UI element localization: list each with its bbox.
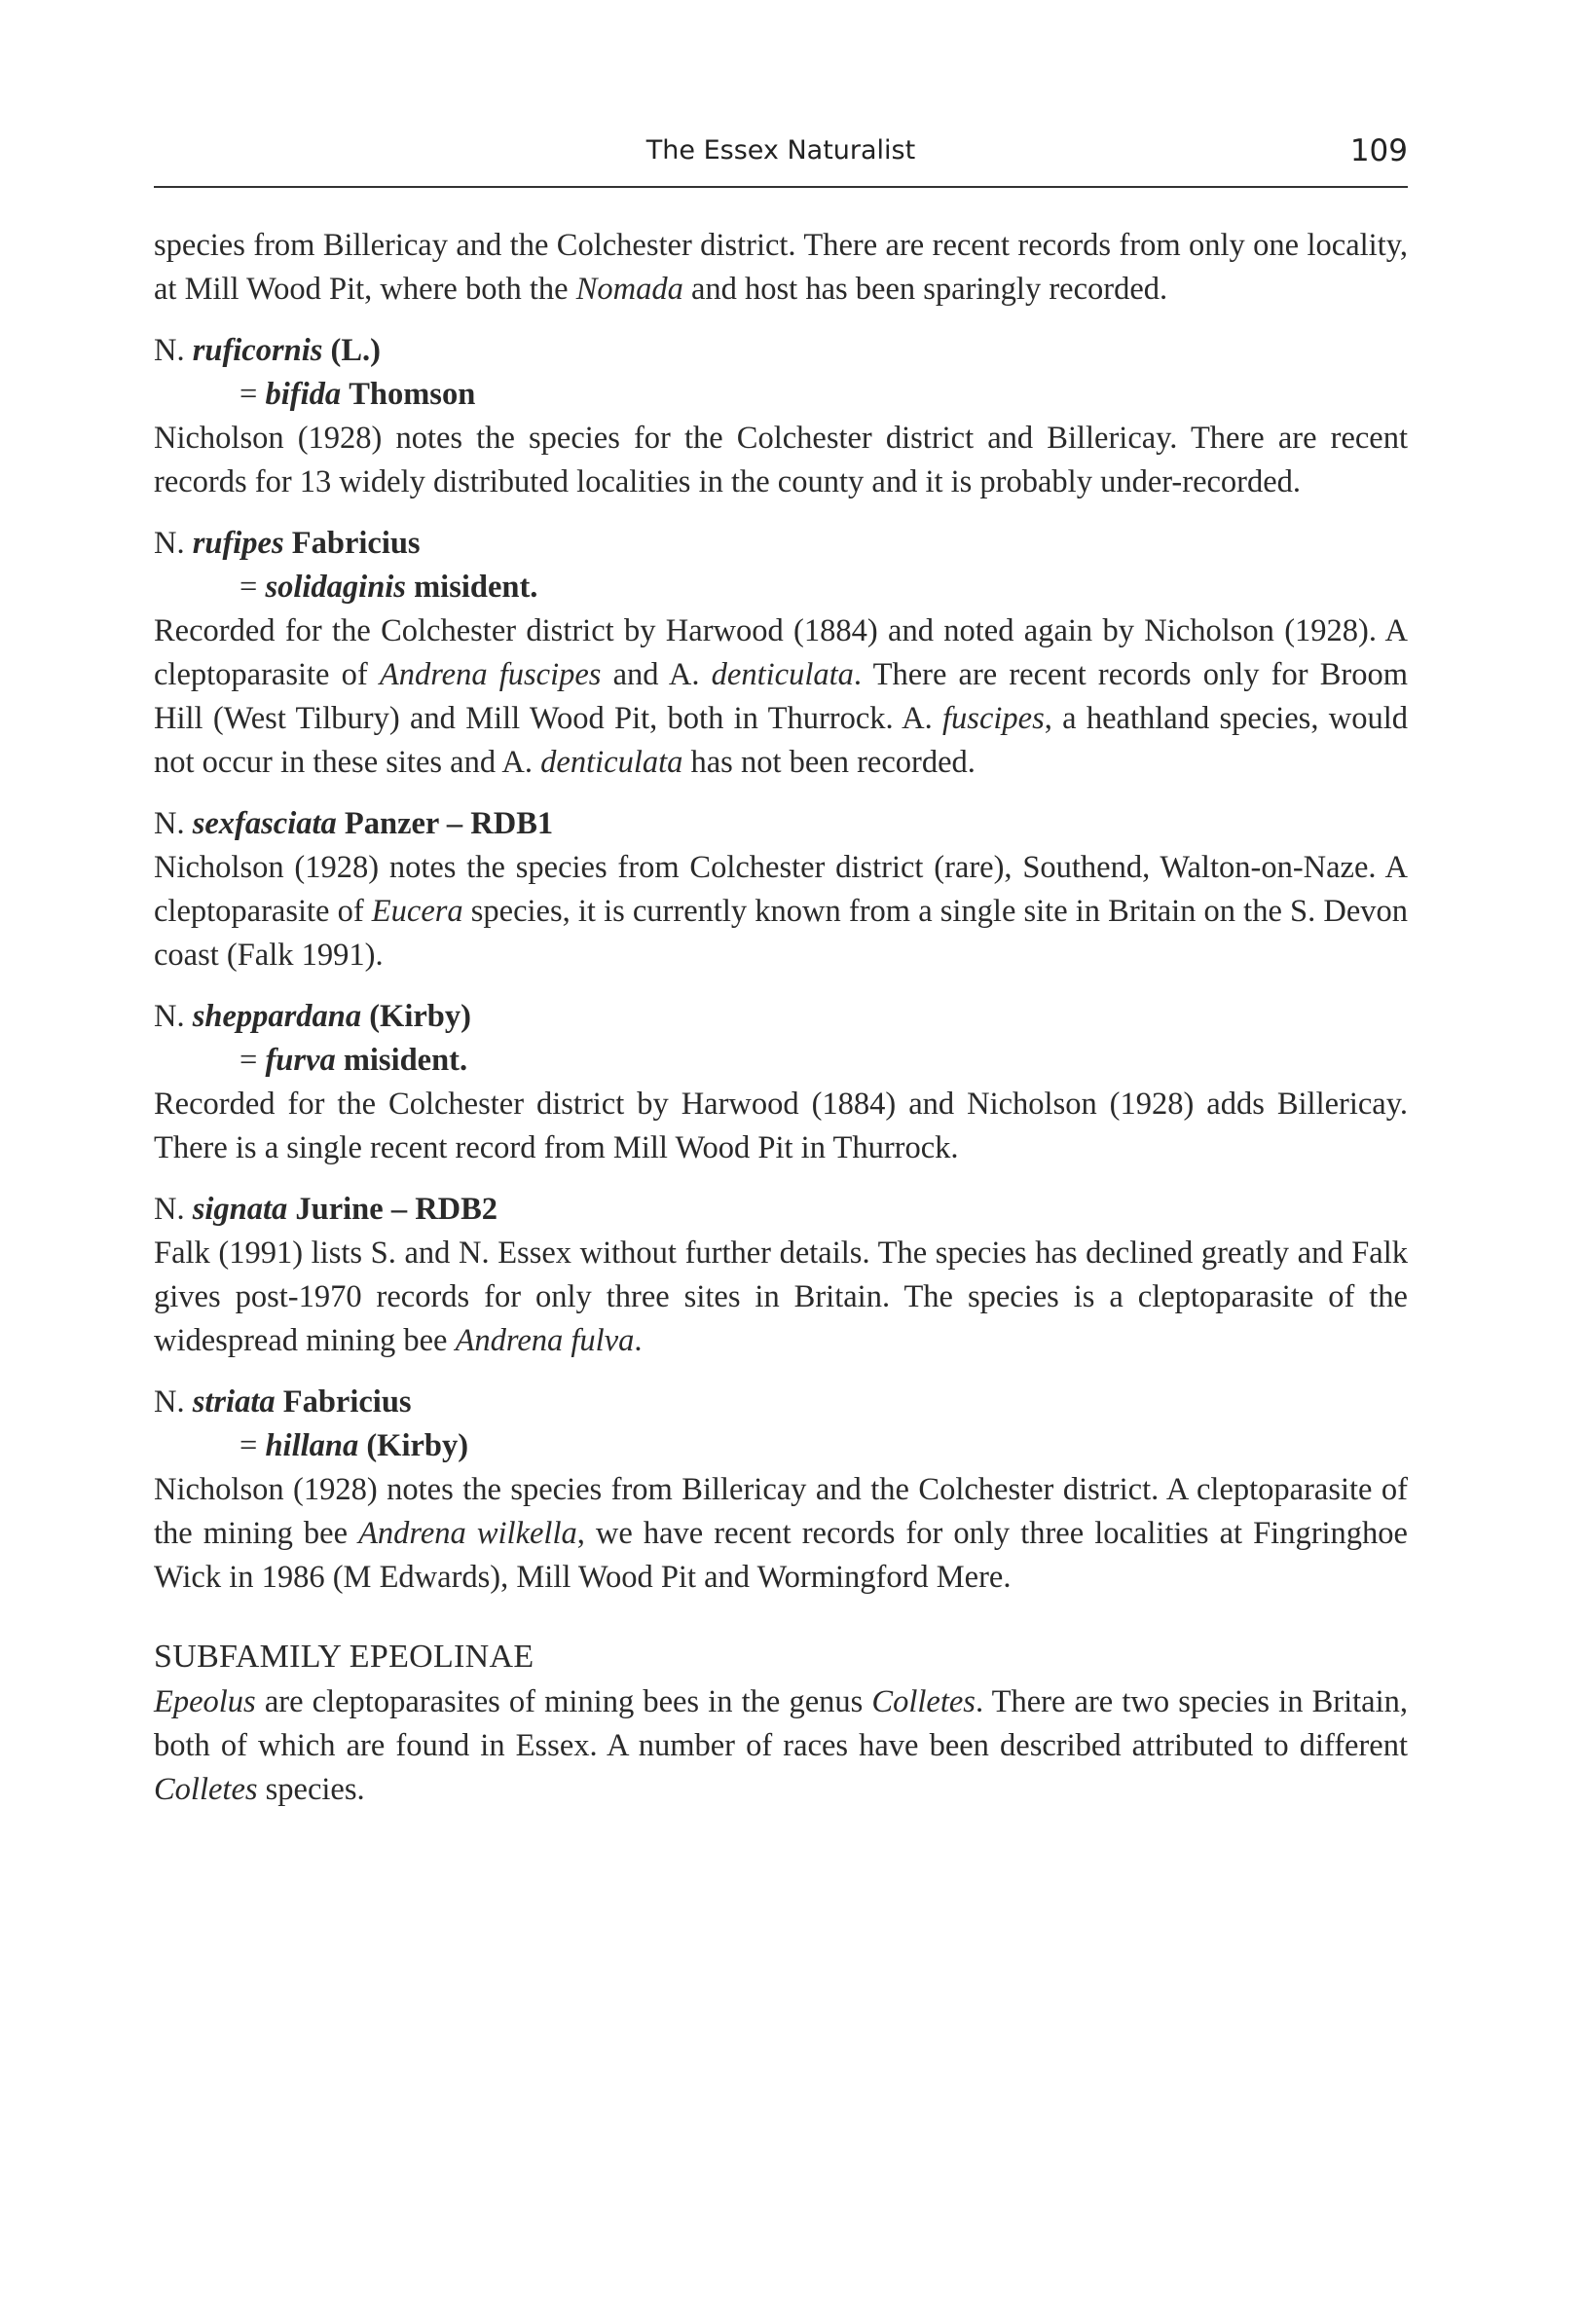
italic-run: Epeolus bbox=[154, 1684, 256, 1719]
species-paragraph bbox=[154, 1468, 1408, 1600]
text-run: Recorded for the Colchester district by Harwood (1884) and Nicholson (1928) adds Billericay. There is a single recent record from Mill Wood Pit in Thurrock. bbox=[154, 1087, 1408, 1165]
synonym-author: misident. bbox=[414, 570, 538, 605]
italic-run: denticulata bbox=[711, 657, 854, 692]
italic-run: Andrena wilkella bbox=[358, 1516, 577, 1551]
synonym-prefix: = bbox=[239, 1428, 266, 1463]
section-heading: SUBFAMILY EPEOLINAE bbox=[154, 1639, 534, 1675]
species-entry-ruficornis bbox=[154, 329, 1408, 504]
intro-paragraph bbox=[154, 224, 1408, 312]
text-run: Nicholson (1928) notes the species for the Colchester district and Billericay. There are recent records for 13 widely distributed localities in the county and it is probably under-recorded. bbox=[154, 421, 1408, 499]
species-heading bbox=[154, 802, 1408, 846]
species-heading bbox=[154, 522, 1408, 566]
text-run: Falk (1991) lists S. and N. Essex without further details. The species has declined greatly and Falk gives post-1970 records for only three sites in Britain. The species is a cleptoparasite of the widespread mining bee bbox=[154, 1236, 1408, 1358]
species-paragraph bbox=[154, 1083, 1408, 1170]
species-paragraph bbox=[154, 846, 1408, 978]
synonym-line bbox=[154, 1424, 1408, 1468]
synonym-epithet: solidaginis bbox=[265, 570, 406, 605]
text-run: . bbox=[634, 1323, 643, 1358]
synonym-line bbox=[154, 373, 1408, 417]
text-run: Nicholson (1928) notes the species from Colchester district (rare), Southend, Walton-on-Naze. A cleptoparasite of bbox=[154, 850, 1408, 929]
conservation-status: – RDB1 bbox=[438, 806, 554, 841]
text-run: species. bbox=[257, 1772, 365, 1807]
section-paragraph bbox=[154, 1680, 1408, 1812]
species-author: (L.) bbox=[330, 333, 381, 368]
synonym-author: misident. bbox=[343, 1043, 468, 1078]
text-run: species, it is currently known from a single site in Britain on the S. Devon coast (Falk 1991). bbox=[154, 894, 1408, 973]
text-run: , we have recent records for only three localities at Fingringhoe Wick in 1986 (M Edwards), Mill Wood Pit and Wormingford Mere. bbox=[154, 1516, 1408, 1595]
species-epithet: ruficornis bbox=[192, 333, 323, 368]
synonym-line bbox=[154, 1039, 1408, 1083]
species-paragraph bbox=[154, 417, 1408, 504]
genus-abbrev: N. bbox=[154, 526, 185, 561]
text-run: , a heathland species, would not occur in these sites and A. bbox=[154, 701, 1408, 780]
species-entry-signata bbox=[154, 1188, 1408, 1363]
genus-abbrev: N. bbox=[154, 1192, 185, 1227]
species-heading bbox=[154, 995, 1408, 1039]
synonym-prefix: = bbox=[239, 1043, 266, 1078]
species-entry-sheppardana bbox=[154, 995, 1408, 1170]
genus-abbrev: N. bbox=[154, 1384, 185, 1420]
species-author: Fabricius bbox=[282, 1384, 412, 1420]
genus-abbrev: N. bbox=[154, 806, 185, 841]
text-run: are cleptoparasites of mining bees in the genus bbox=[255, 1684, 872, 1719]
synonym-line bbox=[154, 566, 1408, 609]
text-run: and host has been sparingly recorded. bbox=[682, 272, 1168, 307]
text-run: . There are two species in Britain, both of which are found in Essex. A number of races have been described attributed to different bbox=[154, 1684, 1408, 1763]
synonym-author: (Kirby) bbox=[366, 1428, 469, 1463]
species-epithet: striata bbox=[192, 1384, 276, 1420]
italic-run: Eucera bbox=[371, 894, 463, 929]
italic-run: denticulata bbox=[540, 745, 683, 780]
synonym-epithet: bifida bbox=[265, 377, 342, 412]
page-header bbox=[154, 131, 1408, 188]
body-text bbox=[154, 224, 1408, 1812]
synonym-epithet: hillana bbox=[265, 1428, 359, 1463]
species-epithet: sheppardana bbox=[192, 999, 362, 1034]
species-epithet: signata bbox=[192, 1192, 288, 1227]
species-entry-sexfasciata bbox=[154, 802, 1408, 978]
text-run: . There are recent records only for Broom Hill (West Tilbury) and Mill Wood Pit, both in Thurrock. A. bbox=[154, 657, 1408, 736]
species-heading bbox=[154, 1188, 1408, 1232]
species-epithet: rufipes bbox=[192, 526, 284, 561]
page-number: 109 bbox=[1349, 133, 1408, 168]
species-epithet: sexfasciata bbox=[192, 806, 337, 841]
synonym-prefix: = bbox=[239, 377, 266, 412]
text-run: Nicholson (1928) notes the species from Billericay and the Colchester district. A cleptoparasite of the mining bee bbox=[154, 1472, 1408, 1551]
text-run: has not been recorded. bbox=[682, 745, 976, 780]
italic-run: Colletes bbox=[154, 1772, 258, 1807]
italic-run: Nomada bbox=[575, 272, 683, 307]
conservation-status: – RDB2 bbox=[383, 1192, 498, 1227]
italic-run: Colletes bbox=[871, 1684, 976, 1719]
italic-run: Andrena fuscipes bbox=[379, 657, 602, 692]
species-entry-rufipes bbox=[154, 522, 1408, 785]
species-heading bbox=[154, 329, 1408, 373]
text-run: species from Billericay and the Colchester district. There are recent records from only one locality, at Mill Wood Pit, where both the bbox=[154, 228, 1408, 307]
species-entry-striata bbox=[154, 1381, 1408, 1600]
species-heading bbox=[154, 1381, 1408, 1424]
species-author: Jurine bbox=[295, 1192, 384, 1227]
genus-abbrev: N. bbox=[154, 333, 185, 368]
species-paragraph bbox=[154, 609, 1408, 785]
species-paragraph bbox=[154, 1232, 1408, 1363]
italic-run: Andrena fulva bbox=[455, 1323, 635, 1358]
species-author: Panzer bbox=[344, 806, 439, 841]
text-run: and A. bbox=[601, 657, 712, 692]
italic-run: fuscipes bbox=[942, 701, 1045, 736]
species-author: Fabricius bbox=[291, 526, 421, 561]
synonym-epithet: furva bbox=[265, 1043, 336, 1078]
species-author: (Kirby) bbox=[369, 999, 471, 1034]
synonym-prefix: = bbox=[239, 570, 266, 605]
running-title: The Essex Naturalist bbox=[645, 135, 916, 166]
genus-abbrev: N. bbox=[154, 999, 185, 1034]
text-run: Recorded for the Colchester district by Harwood (1884) and noted again by Nicholson (1928). A cleptoparasite of bbox=[154, 613, 1408, 692]
synonym-author: Thomson bbox=[349, 377, 476, 412]
